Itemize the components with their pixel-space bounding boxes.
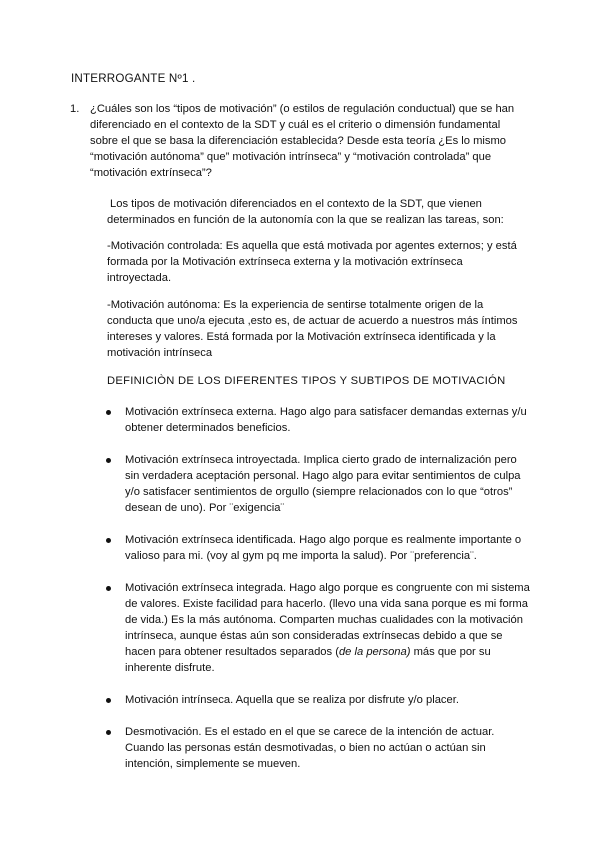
bullet-icon <box>106 698 111 703</box>
list-item: Motivación extrínseca introyectada. Implica cierto grado de internalización pero sin verdadera aceptación personal. Hago algo para evitar sentimientos de culpa y/o satisfacer sentimientos de orgullo (siempre relacionados con lo que “otros” desean de uno). Por ¨exigencia¨ <box>125 452 530 516</box>
bullet-icon <box>106 538 111 543</box>
question-number: 1. <box>70 103 80 115</box>
list-item: Desmotivación. Es el estado en el que se carece de la intención de actuar. Cuando las personas están desmotivadas, o bien no actúan o actúan sin intención, simplemente se mueven. <box>125 724 530 772</box>
document-title: INTERROGANTE Nº1 . <box>71 72 196 85</box>
bullet-icon <box>106 730 111 735</box>
autonomous-motivation-paragraph: -Motivación autónoma: Es la experiencia de sentirse totalmente origen de la conducta que uno/a ejecuta ,esto es, de actuar de acuerdo a nuestros más íntimos intereses y valores. Está formada por la Motivación extrínseca identificada y la motivación intrínseca <box>107 299 518 359</box>
list-item: Motivación extrínseca identificada. Hago algo porque es realmente importante o valioso para mi. (voy al gym pq me importa la salud). Por ¨preferencia¨. <box>125 532 530 564</box>
motivation-types-list <box>125 404 530 772</box>
question-text: ¿Cuáles son los “tipos de motivación” (o estilos de regulación conductual) que se han diferenciado en el contexto de la SDT y cuál es el criterio o dimensión fundamental sobre el que se basa la diferenciación establecida? Desde esta teoría ¿Es lo mismo “motivación autónoma” que” motivación intrínseca” y “motivación controlada” que “motivación extrínseca”? <box>90 103 515 179</box>
bullet-icon <box>106 410 111 415</box>
answer-intro-paragraph: Los tipos de motivación diferenciados en el contexto de la SDT, que vienen determinados en función de la autonomía con la que se realizan las tareas, son: <box>107 198 504 226</box>
section-heading: DEFINICIÒN DE LOS DIFERENTES TIPOS Y SUBTIPOS DE MOTIVACIÓN <box>107 375 506 387</box>
bullet-icon <box>106 586 111 591</box>
question-block <box>70 101 530 181</box>
list-item: Motivación extrínseca integrada. Hago algo porque es congruente con mi sistema de valores. Existe facilidad para hacerlo. (llevo una vida sana porque es mi forma de vida.) Es la más autónoma. Comparten muchas cualidades con la motivación intrínseca, aunque éstas aún son consideradas extrínsecas debido a que se hacen para obtener resultados separados (de la persona) más que por su inherente disfrute. <box>125 580 530 676</box>
controlled-motivation-paragraph: -Motivación controlada: Es aquella que está motivada por agentes externos; y está formada por la Motivación extrínseca externa y la motivación extrínseca introyectada. <box>107 240 517 284</box>
list-item: Motivación extrínseca externa. Hago algo para satisfacer demandas externas y/u obtener determinados beneficios. <box>125 404 530 436</box>
bullet-icon <box>106 458 111 463</box>
list-item: Motivación intrínseca. Aquella que se realiza por disfrute y/o placer. <box>125 692 530 708</box>
italic-note: de la persona) <box>338 646 411 658</box>
